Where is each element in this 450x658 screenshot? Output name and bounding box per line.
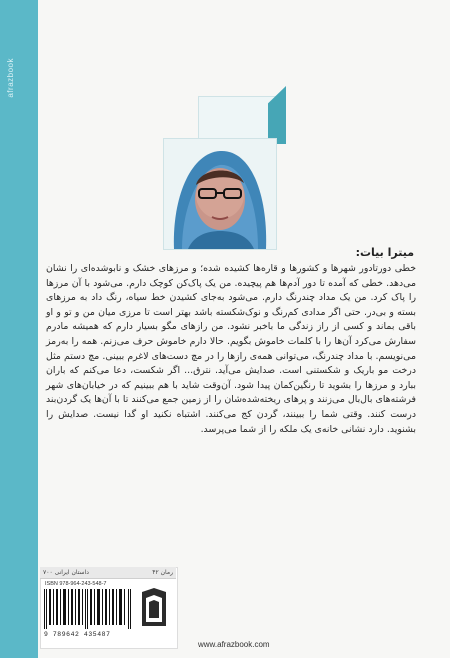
barcode-digits: 9 789642 435487: [44, 631, 111, 638]
author-photo: [164, 139, 276, 249]
category-label: داستان ایرانی ۷۰۰: [43, 569, 89, 576]
publisher-logo: [138, 586, 170, 630]
author-name: میترا بیات:: [355, 246, 414, 259]
category-label-row: [40, 567, 176, 579]
isbn-text: ISBN 978-964-243-548-7: [45, 581, 107, 587]
barcode-bars: [44, 589, 132, 629]
spine-label: afrazbook: [6, 58, 15, 98]
author-photo-frame: [163, 138, 277, 250]
spine-band: [0, 0, 38, 658]
series-label: رمان ۴۲: [152, 569, 173, 576]
publisher-website: www.afrazbook.com: [198, 640, 270, 649]
accent-shape: [268, 86, 286, 144]
photo-frame-decoration: [198, 96, 279, 139]
author-bio-text: خطی دورتادور شهرها و کشورها و قاره‌ها کشیده شده؛ و مرزهای خشک و نابوشده‌ای را نشان می‌دهد. خطی که آمده تا دور آدم‌ها هم پیچیده. من یک پاک‌کن کوچک دارم. می‌شود با آن مرزها را پاک کرد. من یک مداد چندرنگ دارم. می‌شود به‌جای کشیدن خط سیاه، رنگ داد به مرزهای بسته و بی‌در. حتی اگر مدادی کم‌رنگ و نوک‌شکسته باشد بهتر است تا مرزی میان من و تو و او باقی بماند و کسی از راز زندگی ما باخبر نشود. من رازهای مگو بسیار دارم که همیشه مادرم سفارش می‌کرد آن‌ها را با کلمات خاموش بگویم. حالا دارم خاموش حرف می‌زنم. همه را به‌رمز می‌نویسم. با مداد چندرنگ، می‌توانی همه‌ی رازها را در مچ دست‌های لاغرم ببینی. مچ دستم مثل درخت مو باریک و شکستنی است. صدایش می‌آید. نترق... اگر شکست، دعا می‌کنم که باران ببارد و مرزها را بشوید تا رنگین‌کمان پیدا شود. آن‌وقت شاید با هم ببینیم که در خیابان‌های شهر فرشته‌های بال‌بال می‌زنند و پرهای ریخته‌شده‌شان را از زمین جمع می‌کنند تا با آن‌ها یک گردن‌بند درست کنند. وقتی شما را ببینند، گردن کج می‌کنند. اشتباه نکنید او گدا نیست. صدایش را بشنوید. دارد نشانی خانه‌ی یک ملکه را از شما می‌پرسد.: [46, 263, 416, 435]
